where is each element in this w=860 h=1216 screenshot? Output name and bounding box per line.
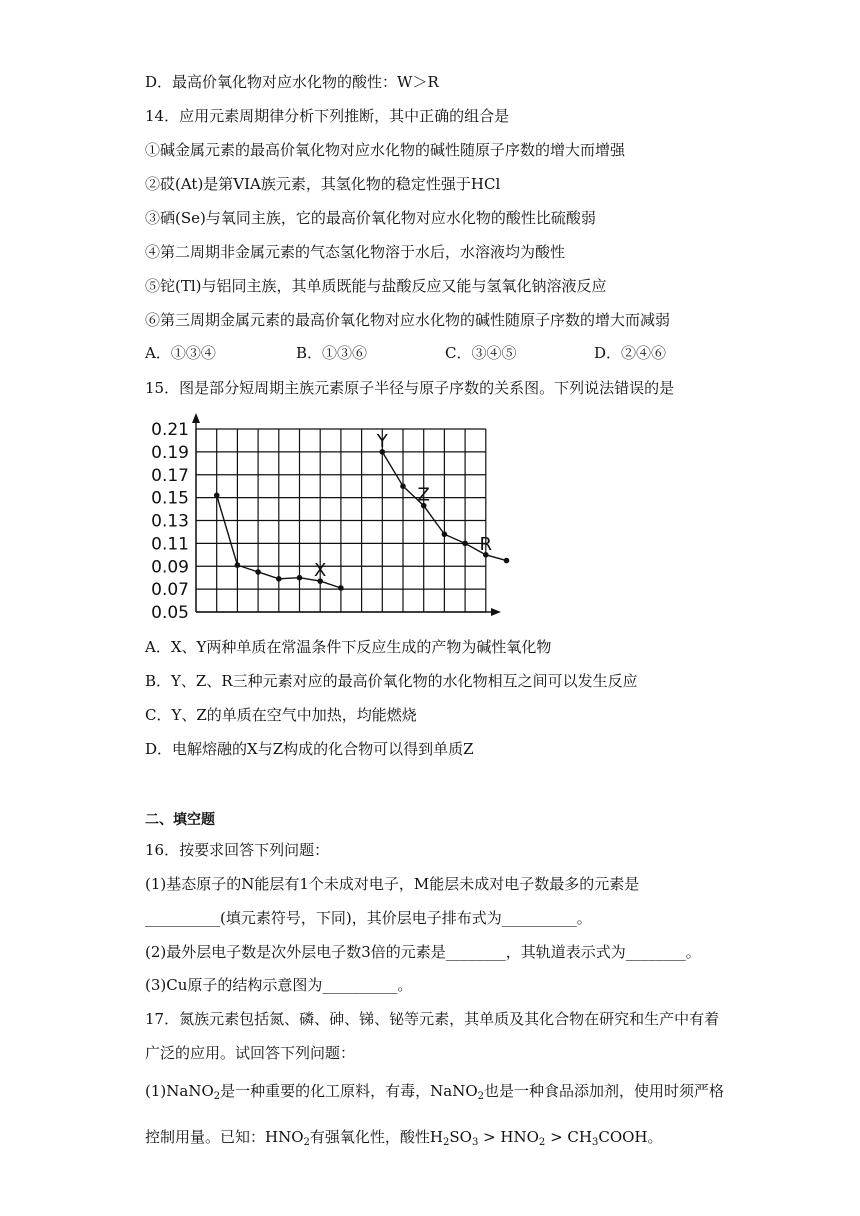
q14-option-d: D．②④⑥ (594, 344, 667, 362)
y-tick-label: 0.07 (151, 580, 189, 601)
q15-option-a: A．X、Y两种单质在常温条件下反应生成的产物为碱性氧化物 (145, 638, 552, 656)
y-tick-label: 0.09 (151, 557, 189, 578)
data-point (276, 576, 282, 582)
section-title-fill-in: 二、填空题 (145, 812, 215, 828)
q16-stem: 16．按要求回答下列问题： (145, 841, 330, 859)
y-tick-label: 0.13 (151, 511, 189, 532)
y-tick-label: 0.19 (151, 442, 189, 463)
q14-statement-6: ⑥第三周期金属元素的最高价氧化物对应水化物的碱性随原子序数的增大而减弱 (145, 311, 671, 329)
y-tick-label: 0.05 (151, 603, 189, 622)
q14-option-c: C．③④⑤ (445, 344, 517, 362)
chart-tick-labels (151, 420, 189, 622)
data-point (338, 585, 344, 591)
q14-statement-5: ⑤铊(Tl)与铝同主族，其单质既能与盐酸反应又能与氢氧化钠溶液反应 (145, 277, 607, 295)
data-point (504, 558, 510, 564)
q15-option-d: D．电解熔融的X与Z构成的化合物可以得到单质Z (145, 740, 474, 758)
q17-part-1-line-2: 控制用量。已知：$HNO_2$有强氧化性，酸性$H_2SO_3 > HNO_2$ > $CH_3COOH$。 (145, 1128, 663, 1148)
data-point (462, 541, 468, 547)
q16-part-1-line-1: (1)基态原子的N能层有1个未成对电子，M能层未成对电子数最多的元素是 (145, 875, 640, 893)
x-axis-arrow (491, 608, 501, 616)
atomic-radius-chart (145, 412, 515, 622)
data-point (214, 493, 220, 499)
y-axis-arrow (192, 413, 200, 423)
q15-stem: 15．图是部分短周期主族元素原子半径与原子序数的关系图。下列说法错误的是 (145, 379, 675, 397)
q14-option-b: B．①③⑥ (296, 344, 368, 362)
q17-stem-line-1: 17．氮族元素包括氮、磷、砷、锑、铋等元素，其单质及其化合物在研究和生产中有着 (145, 1010, 720, 1028)
q14-stem: 14．应用元素周期律分析下列推断，其中正确的组合是 (145, 107, 510, 125)
data-point (255, 569, 261, 575)
y-tick-label: 0.17 (151, 465, 189, 486)
chart-grid (196, 429, 486, 612)
q15-option-b: B．Y、Z、R三种元素对应的最高价氧化物的水化物相互之间可以发生反应 (145, 672, 638, 690)
q17-stem-line-2: 广泛的应用。试回答下列问题： (145, 1044, 356, 1062)
q14-option-a: A．①③④ (145, 344, 216, 362)
q14-statement-4: ④第二周期非金属元素的气态氢化物溶于水后，水溶液均为酸性 (145, 243, 566, 261)
q15-option-c: C．Y、Z的单质在空气中加热，均能燃烧 (145, 706, 417, 724)
q16-part-1-line-2: __________(填元素符号，下同)，其价层电子排布式为__________。 (145, 909, 592, 927)
q16-part-3: (3)Cu原子的结构示意图为__________。 (145, 976, 413, 994)
point-label-r: R (479, 533, 493, 555)
q14-statement-2: ②砹(At)是第VIA族元素，其氢化物的稳定性强于HCl (145, 175, 501, 193)
y-tick-label: 0.21 (151, 420, 189, 440)
q17-part-1-line-1: (1)NaNO$_2$是一种重要的化工原料，有毒，NaNO$_2$也是一种食品添加剂，使用时须严格 (145, 1082, 725, 1102)
chart-axes (192, 413, 501, 616)
y-tick-label: 0.11 (151, 534, 189, 555)
data-point (442, 531, 448, 537)
point-label-x: X (314, 560, 327, 582)
data-point (400, 483, 406, 489)
data-point (297, 575, 303, 581)
y-tick-label: 0.15 (151, 488, 189, 509)
point-label-z: Z (417, 484, 430, 506)
data-point (235, 562, 241, 568)
point-label-y: Y (376, 430, 388, 452)
q14-statement-1: ①碱金属元素的最高价氧化物对应水化物的碱性随原子序数的增大而增强 (145, 141, 626, 159)
q14-statement-3: ③硒(Se)与氧同主族，它的最高价氧化物对应水化物的酸性比硫酸弱 (145, 209, 596, 227)
q16-part-2: (2)最外层电子数是次外层电子数3倍的元素是________，其轨道表示式为________。 (145, 943, 701, 961)
q13-option-d: D．最高价氧化物对应水化物的酸性：W＞R (145, 73, 439, 91)
